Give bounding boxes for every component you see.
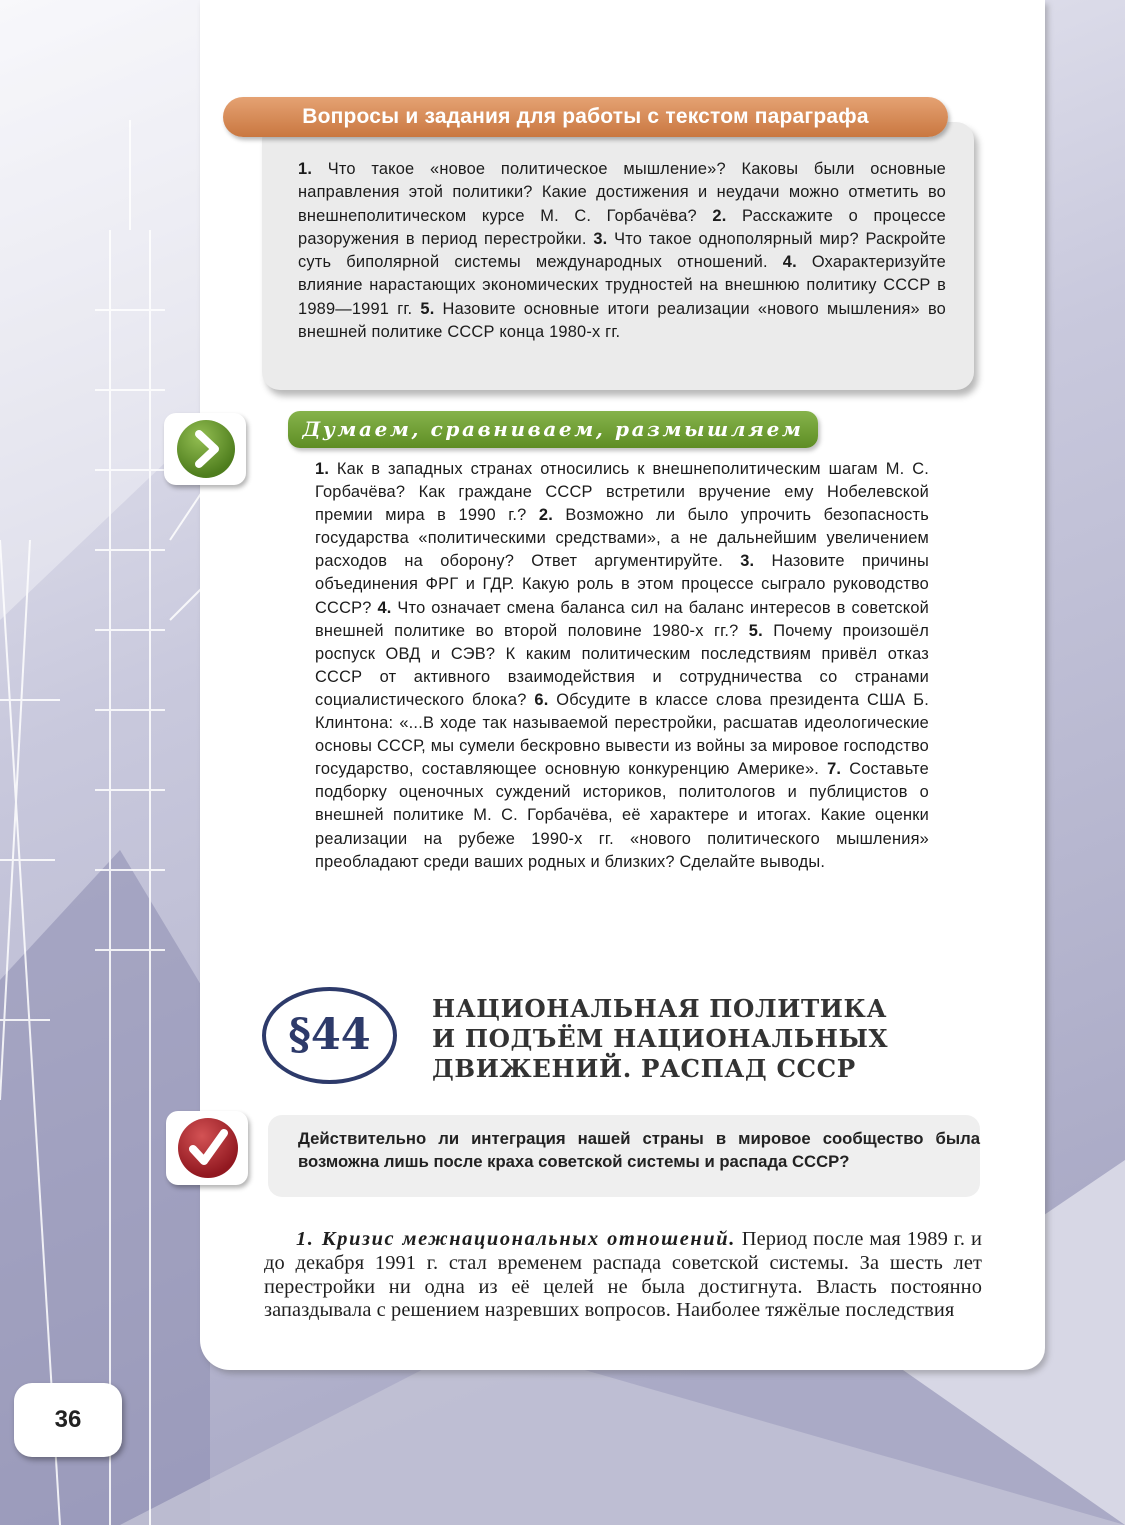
question-text: Охарактеризуйте влияние нарастающих экономических трудностей на внешнюю политику СССР в 1989—1991 гг.	[298, 253, 946, 318]
task-text: Как в западных странах относились к внешнеполитическим шагам М. С. Горбачёва? Как граждане СССР встретили вручение ему Нобелевской премии мира в 1990 г.?	[315, 460, 929, 525]
task-number: 6.	[534, 690, 549, 709]
checkmark-icon	[178, 1118, 238, 1178]
task-number: 7.	[827, 760, 842, 779]
discussion-icon-tile	[164, 413, 246, 485]
question-number: 5.	[420, 299, 435, 318]
question-text: Что такое «новое политическое мышление»? Каковы были основные направления этой политики? Какие достижения и неудачи можно отметить во внешнеполитическом курсе М. С. Горбачёва?	[298, 160, 946, 225]
task-number: 4.	[377, 598, 392, 617]
paragraph-subheading: 1. Кризис межнациональных отношений.	[296, 1228, 736, 1250]
question-number: 3.	[593, 229, 608, 248]
task-number: 2.	[538, 506, 553, 525]
questions-header: Вопросы и задания для работы с текстом параграфа	[223, 97, 948, 137]
discussion-header: Думаем, сравниваем, размышляем	[288, 411, 818, 448]
task-text: Возможно ли было упрочить безопасность государства «политическими средствами», а не дальнейшим увеличением расходов на оборону? Ответ аргументируйте.	[315, 506, 930, 571]
paragraph-text: Период после мая 1989 г. и до декабря 1991 г. стал временем распада советской системы. За шесть лет перестройки ни одна из её целей не была достигнута. Власть постоянно запаздывала с решением назревших вопросов. Наиболее тяжёлые последствия	[264, 1228, 982, 1322]
task-number: 5.	[748, 621, 763, 640]
question-number: 2.	[712, 206, 727, 225]
task-text: Назовите причины объединения ФРГ и ГДР. Какую роль в этом процессе сыграло руководство СССР?	[315, 552, 929, 617]
page-number: 36	[14, 1383, 122, 1457]
section-number-badge: §44	[262, 987, 397, 1084]
section-title-line: НАЦИОНАЛЬНАЯ ПОЛИТИКА	[432, 994, 887, 1023]
task-number: 1.	[315, 460, 330, 478]
task-text: Обсудите в классе слова президента США Б. Клинтона: «...В ходе так называемой перестройки, расшатав идеологические основы СССР, мы сумели бескровно вывести из войны за мировое господство государство, составляющее основную конкуренцию Америке».	[315, 690, 929, 779]
task-text: Почему произошёл роспуск ОВД и СЭВ? К каким политическим последствиям привёл отказ СССР от активного взаимодействия и сотрудничества со странами социалистического блока?	[315, 621, 929, 709]
section-title-line: И ПОДЪЁМ НАЦИОНАЛЬНЫХ	[432, 1024, 889, 1053]
discussion-text	[315, 458, 929, 874]
question-text: Что такое однополярный мир? Раскройте суть биполярной системы международных отношений.	[298, 229, 946, 272]
key-question-text: Действительно ли интеграция нашей страны в мировое сообщество была возможна лишь после краха советской системы и распада СССР?	[298, 1129, 980, 1172]
question-number: 4.	[782, 253, 797, 272]
chevron-right-icon	[177, 420, 235, 478]
question-text: Расскажите о процессе разоружения в период перестройки.	[298, 206, 946, 248]
questions-text	[298, 158, 946, 344]
key-question-icon-tile	[166, 1111, 248, 1185]
section-title	[432, 994, 912, 1084]
task-text: Что означает смена баланса сил на баланс интересов в советской внешней политике во второй половине 1980-х гг.?	[315, 598, 929, 640]
question-number: 1.	[298, 160, 313, 178]
task-text: Составьте подборку оценочных суждений историков, политологов и публицистов о внешней политике М. С. Горбачёва, её характере и итогах. Какие оценки реализации на рубеже 1990-х гг. «нового политического мышления» преобладают среди ваших родных и близких? Сделайте выводы.	[315, 760, 929, 871]
question-text: Назовите основные итоги реализации «нового мышления» во внешней политике СССР конца 1980-х гг.	[298, 299, 946, 342]
paragraph-body	[264, 1228, 982, 1323]
section-title-line: ДВИЖЕНИЙ. РАСПАД СССР	[432, 1054, 856, 1083]
task-number: 3.	[740, 552, 755, 571]
